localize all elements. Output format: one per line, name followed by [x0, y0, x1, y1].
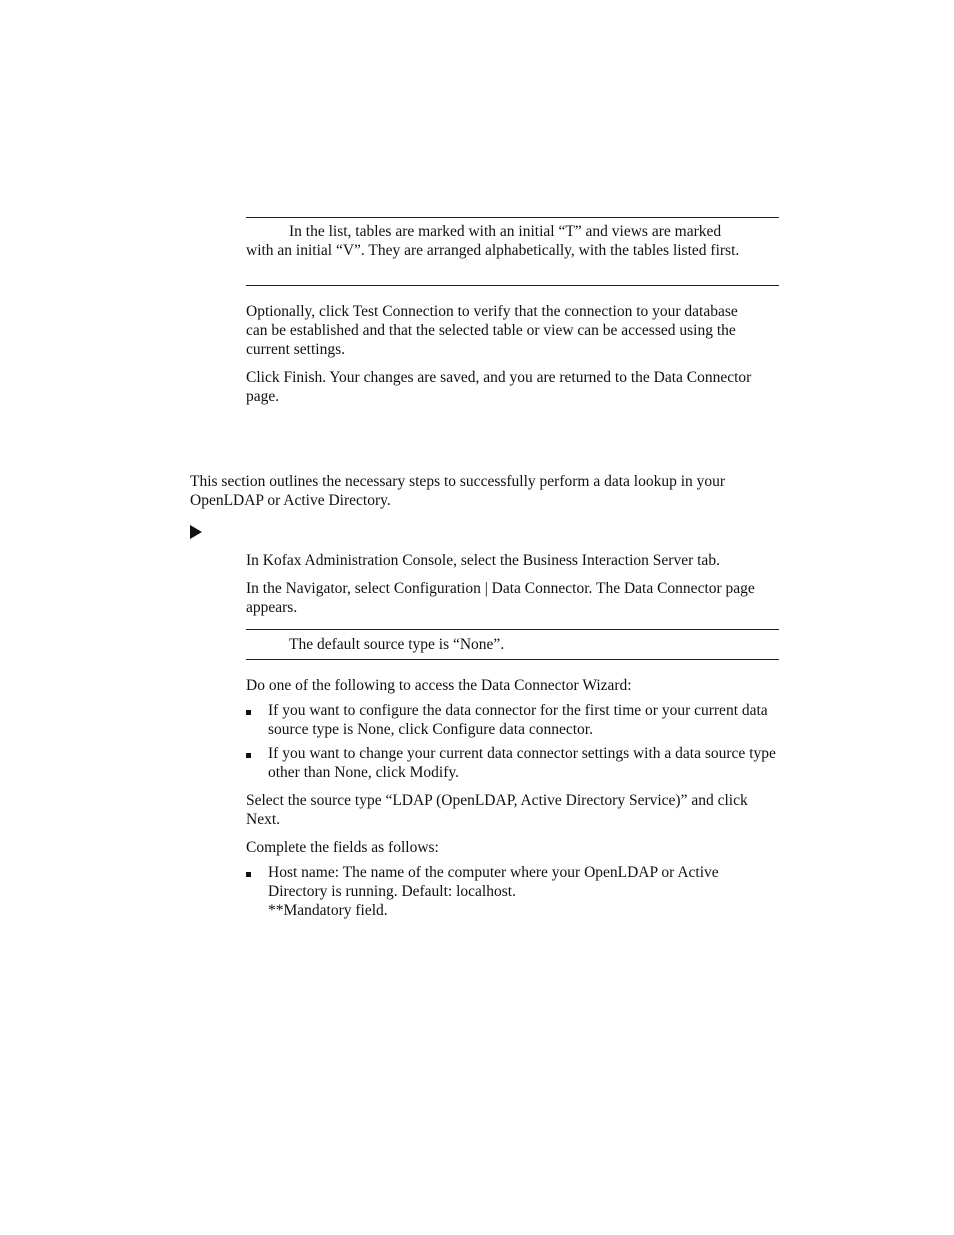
step-4: Select the source type “LDAP (OpenLDAP, Active Directory Service)” and click Next. [246, 792, 748, 828]
step-5-mandatory-note: **Mandatory field. [268, 902, 388, 919]
step-2: In the Navigator, select Configuration | Data Connector. The Data Connector page appears. [246, 580, 755, 616]
note-line-1: In the list, tables are marked with an initial “T” and views are marked [289, 223, 722, 240]
procedure-arrow-icon [190, 525, 202, 539]
step-1: In Kofax Administration Console, select the Business Interaction Server tab. [246, 552, 720, 569]
step-3-bullet-2: If you want to change your current data connector settings with a data source type other than None, click Modify. [268, 745, 776, 781]
note-box-table-list [246, 217, 779, 286]
step-5: Complete the fields as follows: [246, 839, 439, 856]
step-test-connection: Optionally, click Test Connection to verify that the connection to your database can be established and that the selected table or view can be accessed using the current settings. [246, 303, 738, 358]
note-box-default-source [246, 629, 779, 660]
step-3-bullet-1: If you want to configure the data connector for the first time or your current data source type is None, click Configure data connector. [268, 702, 768, 738]
section-intro: This section outlines the necessary steps to successfully perform a data lookup in your OpenLDAP or Active Directory. [190, 473, 726, 509]
step-click-finish: Click Finish. Your changes are saved, and you are returned to the Data Connector page. [246, 369, 752, 405]
step-5-bullet-host-name: Host name: The name of the computer where your OpenLDAP or Active Directory is running. Default: localhost. [268, 864, 719, 900]
bullet-icon [246, 872, 251, 877]
step-3: Do one of the following to access the Data Connector Wizard: [246, 677, 632, 694]
note-line-rest: with an initial “V”. They are arranged alphabetically, with the tables listed first. [246, 242, 740, 259]
bullet-icon [246, 753, 251, 758]
note-default-source-text: The default source type is “None”. [289, 636, 505, 653]
bullet-icon [246, 710, 251, 715]
